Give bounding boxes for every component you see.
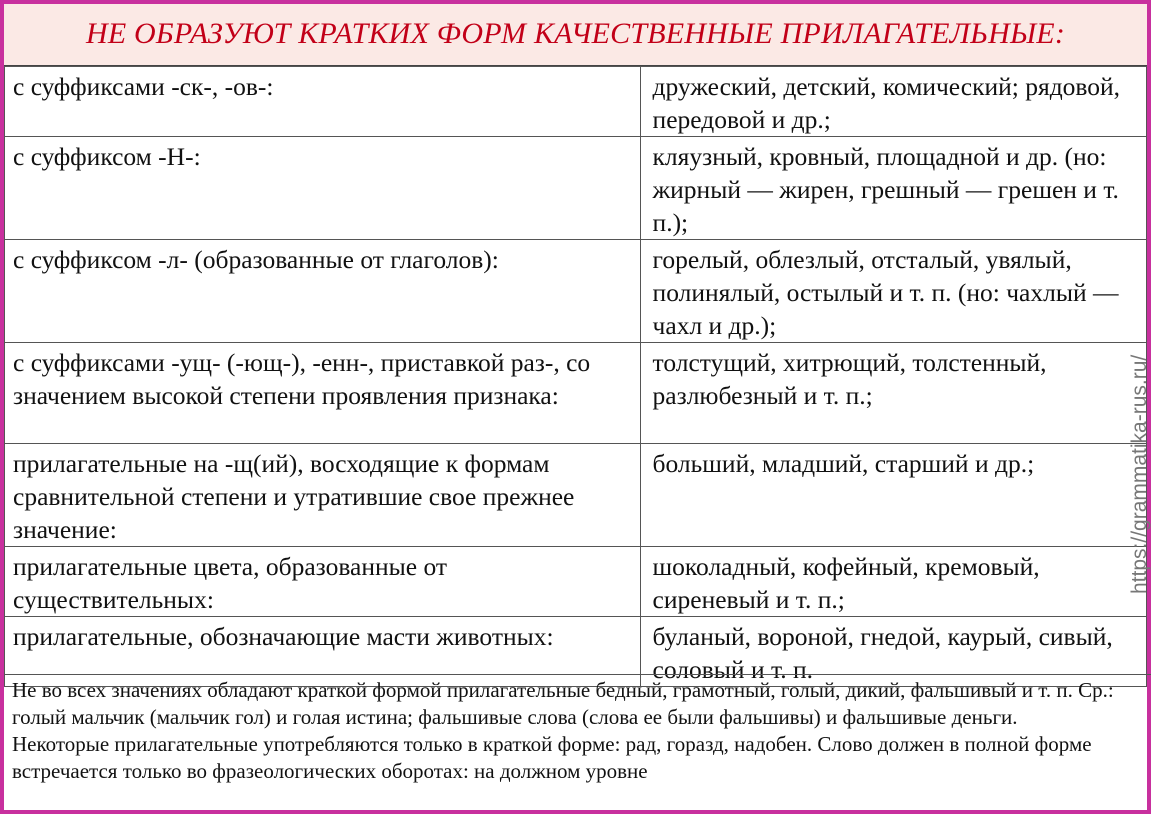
table-row — [5, 240, 1147, 343]
watermark — [1128, 304, 1151, 594]
rules-table — [4, 66, 1147, 687]
examples-cell: буланый, вороной, гнедой, каурый, сивый, соловый и т. п. — [640, 617, 1146, 687]
examples-cell: кляузный, кровный, площадной и др. (но: жирный — жирен, грешный — грешен и т. п.); — [640, 137, 1146, 240]
title-band — [4, 4, 1147, 67]
note-paragraph: Некоторые прилагательные употребляются только в краткой форме: рад, горазд, надобен. Слово должен в полной форме встречается только во фразеологических оборотах: на должном уровне — [12, 732, 1092, 783]
condition-cell: с суффиксом -л- (образованные от глаголов): — [5, 240, 641, 343]
watermark-url: https://grammatika-rus.ru/ — [1128, 354, 1151, 594]
condition-cell: с суффиксами -ск-, -ов-: — [5, 67, 641, 137]
note-paragraph: Не во всех значениях обладают краткой формой прилагательные бедный, грамотный, голый, дикий, фальшивый и т. п. Ср.: голый мальчик (мальчик гол) и голая истина; фальшивые слова (слова ее были фальшивы) и фальшивые деньги. — [12, 678, 1114, 729]
examples-cell: горелый, облезлый, отсталый, увялый, полинялый, остылый и т. п. (но: чахлый — чахл и др.); — [640, 240, 1146, 343]
notes-block — [4, 674, 1151, 785]
table-row — [5, 444, 1147, 547]
page-title: НЕ ОБРАЗУЮТ КРАТКИХ ФОРМ КАЧЕСТВЕННЫЕ ПРИЛАГАТЕЛЬНЫЕ: — [85, 17, 1066, 50]
examples-cell: дружеский, детский, комический; рядовой, передовой и др.; — [640, 67, 1146, 137]
condition-cell: с суффиксами -ущ- (-ющ-), -енн-, приставкой раз-, со значением высокой степени проявления признака: — [5, 343, 641, 444]
examples-cell: больший, младший, старший и др.; — [640, 444, 1146, 547]
table-row — [5, 547, 1147, 617]
table-row — [5, 67, 1147, 137]
examples-cell: толстущий, хитрющий, толстенный, разлюбезный и т. п.; — [640, 343, 1146, 444]
condition-cell: прилагательные цвета, образованные от существительных: — [5, 547, 641, 617]
table-row — [5, 343, 1147, 444]
examples-cell: шоколадный, кофейный, кремовый, сиреневый и т. п.; — [640, 547, 1146, 617]
condition-cell: прилагательные на -щ(ий), восходящие к формам сравнительной степени и утратившие свое прежнее значение: — [5, 444, 641, 547]
table-row — [5, 137, 1147, 240]
condition-cell: прилагательные, обозначающие масти животных: — [5, 617, 641, 687]
page-frame — [4, 4, 1151, 810]
condition-cell: с суффиксом -Н-: — [5, 137, 641, 240]
